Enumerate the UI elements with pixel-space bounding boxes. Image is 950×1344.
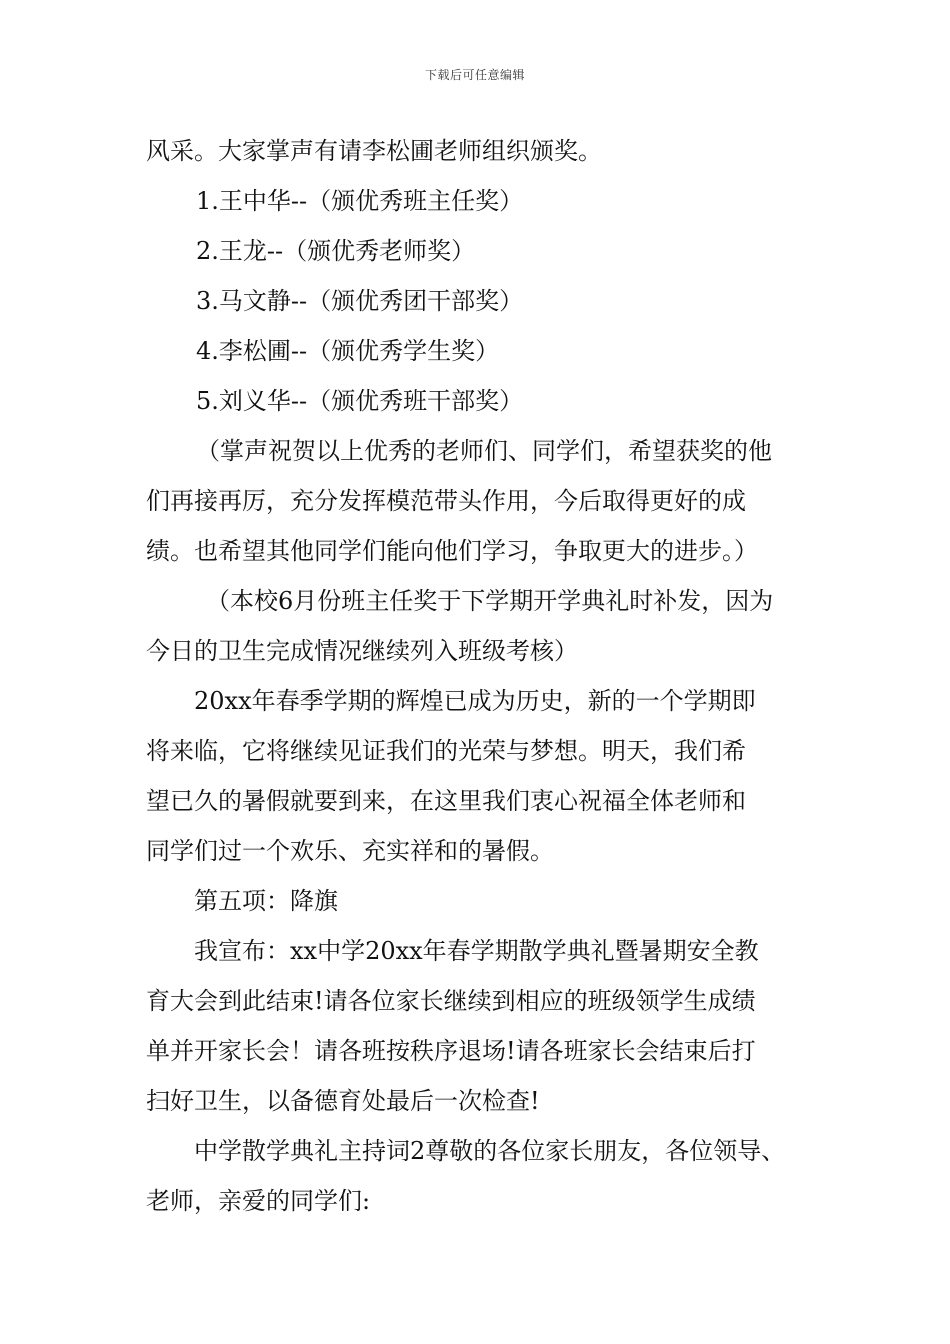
paragraph-line: 望已久的暑假就要到来，在这里我们衷心祝福全体老师和 <box>146 787 746 815</box>
section-heading: 第五项：降旗 <box>194 887 338 915</box>
paragraph-line: 我宣布：xx中学20xx年春学期散学典礼暨暑期安全教 <box>194 937 759 965</box>
paragraph-line: 风采。大家掌声有请李松圃老师组织颁奖。 <box>146 137 602 165</box>
paragraph-line: 扫好卫生，以备德育处最后一次检查! <box>146 1087 540 1115</box>
paragraph-line: 今日的卫生完成情况继续列入班级考核） <box>146 637 578 665</box>
award-list-item: 5.刘义华--（颁优秀班干部奖） <box>196 387 524 415</box>
paragraph-line: 20xx年春季学期的辉煌已成为历史，新的一个学期即 <box>194 687 756 715</box>
award-list-item: 2.王龙--（颁优秀老师奖） <box>196 237 476 265</box>
paragraph-line: （本校6月份班主任奖于下学期开学典礼时补发，因为 <box>206 587 774 615</box>
document-body <box>146 126 818 1226</box>
page-header: 下载后可任意编辑 <box>424 68 525 82</box>
award-list-item: 3.马文静--（颁优秀团干部奖） <box>196 287 524 315</box>
paragraph-line: 绩。也希望其他同学们能向他们学习，争取更大的进步。） <box>146 537 758 565</box>
paragraph-line: 同学们过一个欢乐、充实祥和的暑假。 <box>146 837 554 865</box>
paragraph-line: 中学散学典礼主持词2尊敬的各位家长朋友，各位领导、 <box>194 1137 786 1165</box>
paragraph-line: （掌声祝贺以上优秀的老师们、同学们，希望获奖的他 <box>196 437 772 465</box>
award-list-item: 4.李松圃--（颁优秀学生奖） <box>196 337 500 365</box>
paragraph-line: 育大会到此结束!请各位家长继续到相应的班级领学生成绩 <box>146 987 756 1015</box>
paragraph-line: 单并开家长会！请各班按秩序退场!请各班家长会结束后打 <box>146 1037 756 1065</box>
paragraph-line: 将来临，它将继续见证我们的光荣与梦想。明天，我们希 <box>146 737 746 765</box>
paragraph-line: 们再接再厉，充分发挥模范带头作用，今后取得更好的成 <box>146 487 746 515</box>
award-list-item: 1.王中华--（颁优秀班主任奖） <box>196 187 524 215</box>
paragraph-line: 老师，亲爱的同学们: <box>146 1187 371 1215</box>
